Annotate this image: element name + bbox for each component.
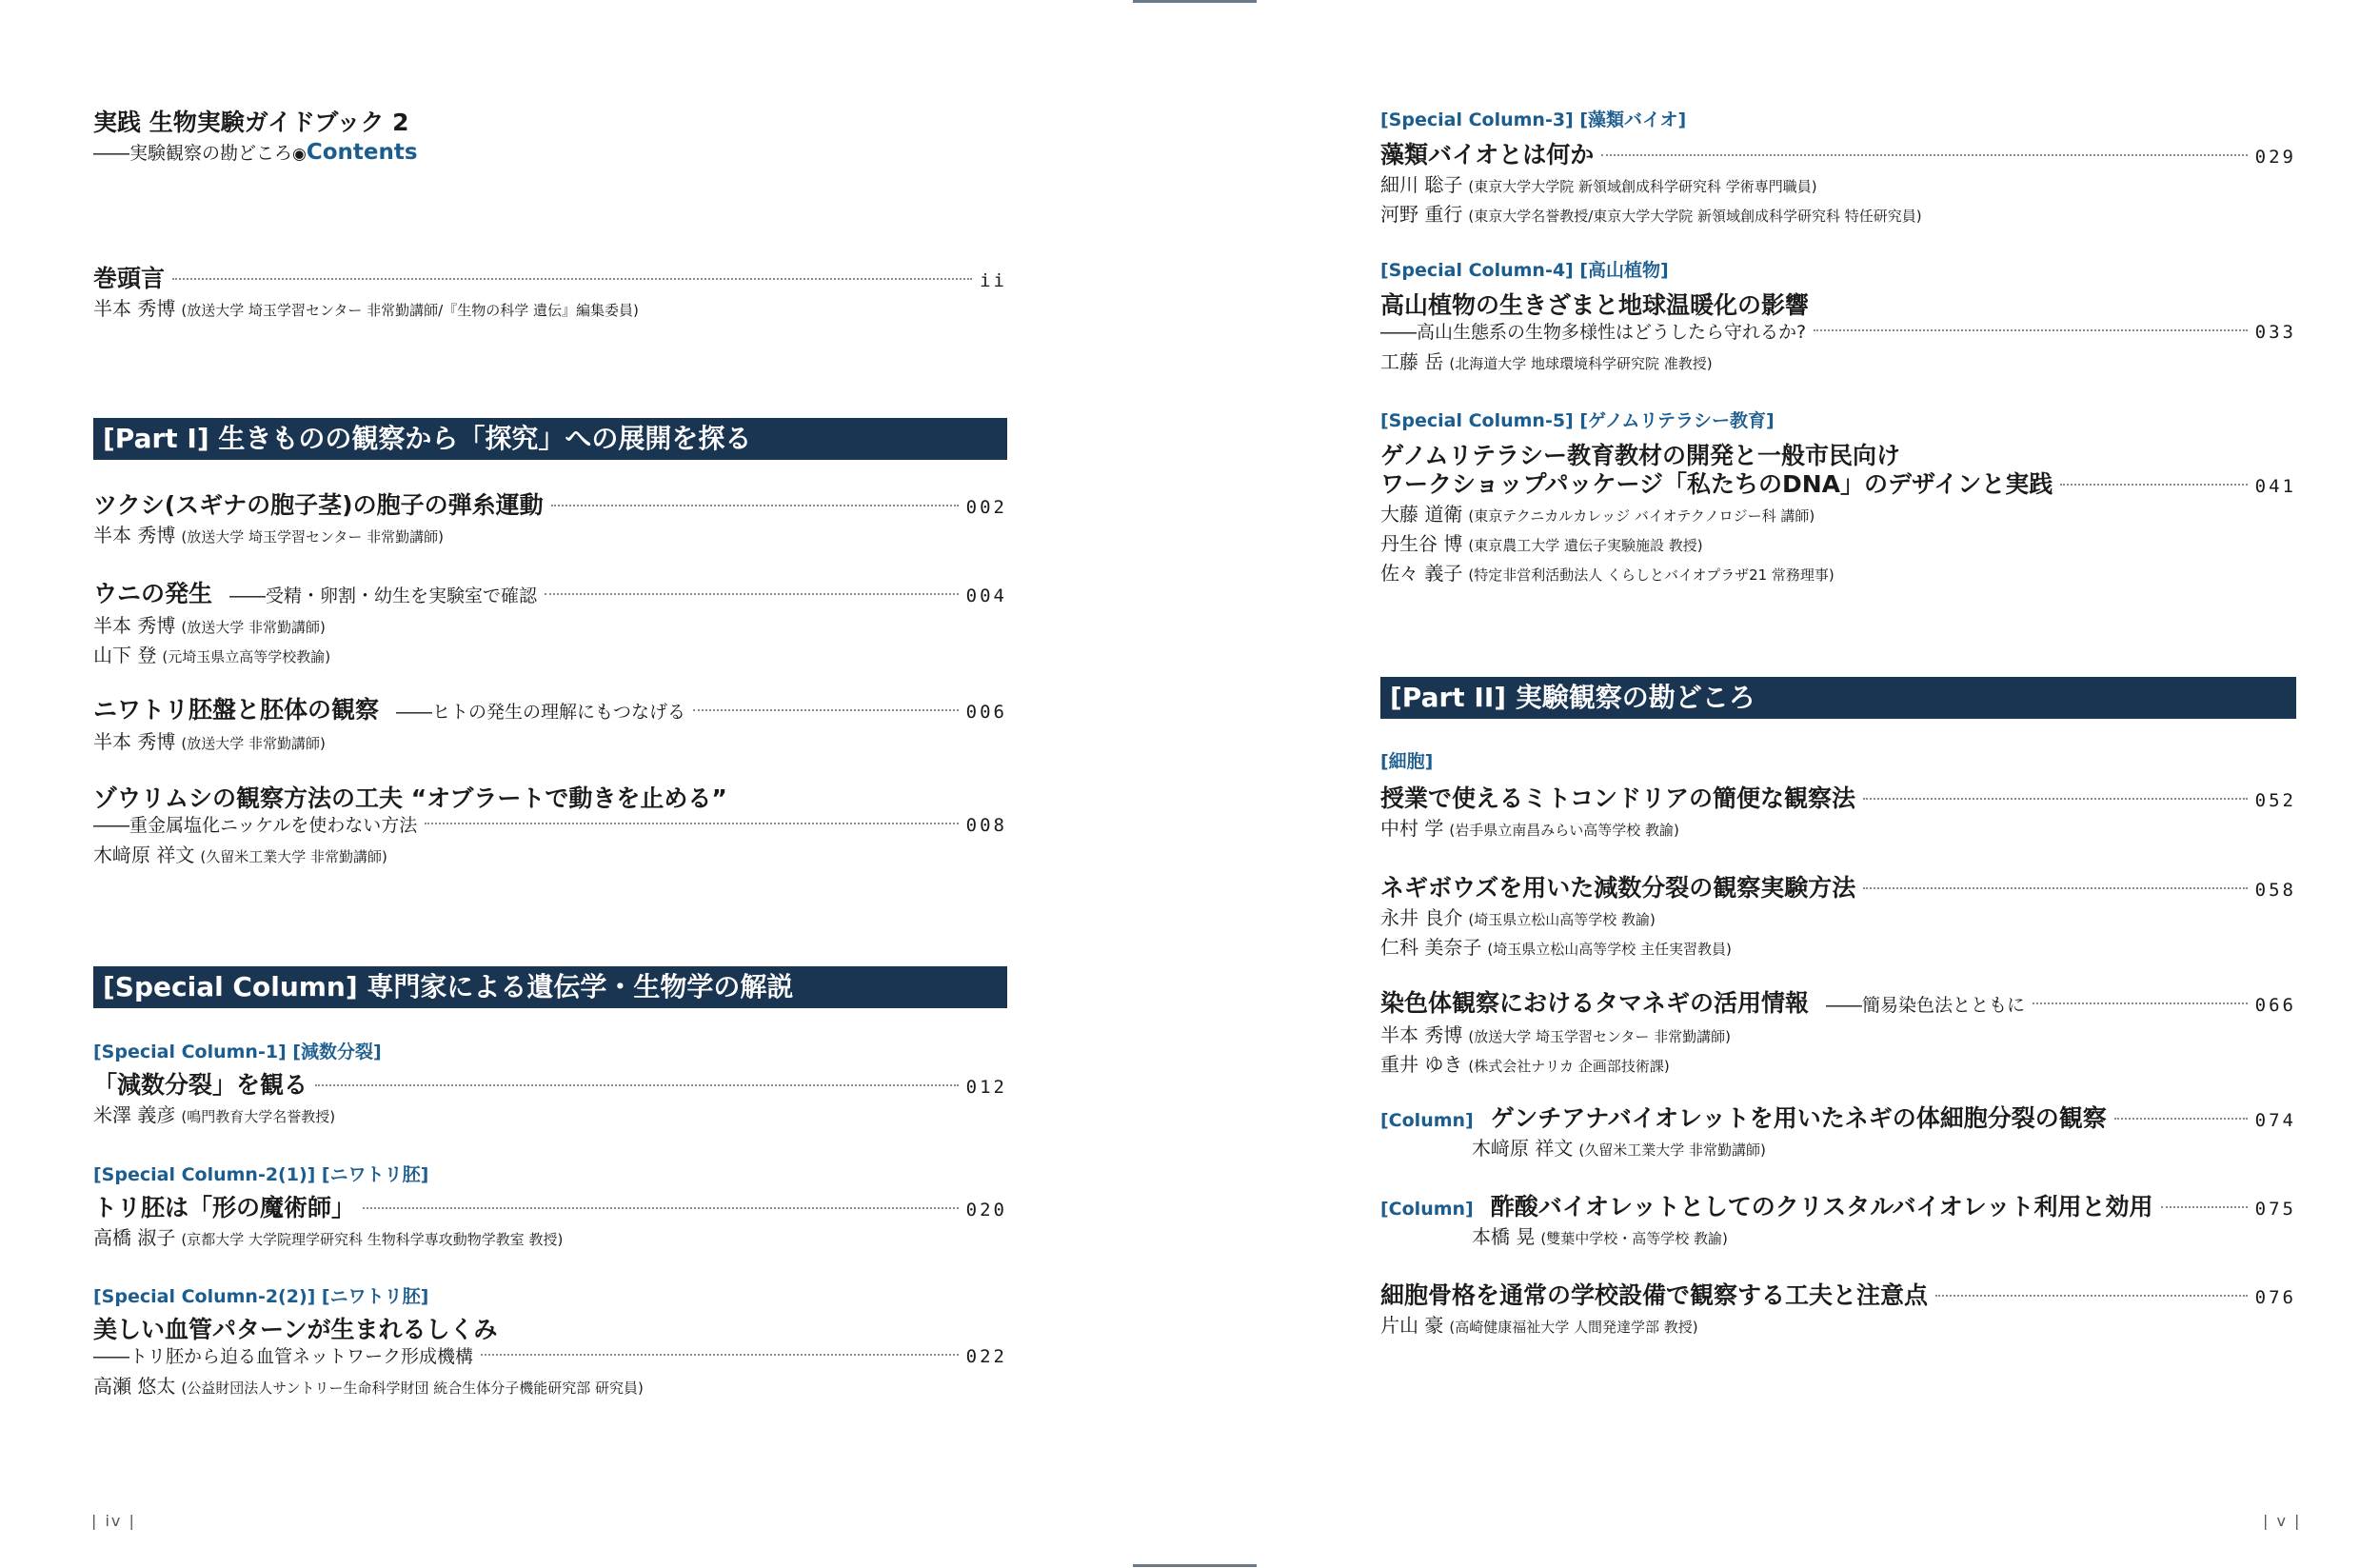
- author-affiliation: (特定非営利活動法人 くらしとバイオプラザ21 常務理事): [1468, 566, 1835, 584]
- author-line: [1380, 1312, 2296, 1341]
- top-crop-mark: [1133, 0, 1257, 3]
- author-affiliation: (久留米工業大学 非常勤講師): [200, 848, 387, 865]
- author-line: [1380, 171, 2296, 201]
- special-column-label: [Special Column-5] [ゲノムリテラシー教育]: [1380, 410, 1775, 431]
- page-number: 076: [2254, 1287, 2296, 1308]
- entry-inline-subtitle: ――簡易染色法とともに: [1826, 995, 2026, 1016]
- author-affiliation: (株式会社ナリカ 企画部技術課): [1468, 1058, 1670, 1075]
- author-line: [1380, 1135, 2296, 1164]
- entry-inline-subtitle: ――受精・卵割・幼生を実験室で確認: [229, 586, 538, 606]
- author-name: 佐々 義子: [1380, 562, 1463, 585]
- author-name: 丹生谷 博: [1380, 532, 1463, 555]
- author-line: [93, 1373, 1007, 1402]
- entry-title: 高山植物の生きざまと地球温暖化の影響: [1380, 291, 1810, 319]
- author-line: [93, 642, 1007, 671]
- author-line: [93, 612, 1007, 642]
- special-column-label: [Special Column-2(2)] [ニワトリ胚]: [93, 1286, 429, 1307]
- author-affiliation: (東京大学名誉教授/東京大学大学院 新領域創成科学研究科 特任研究員): [1468, 208, 1922, 225]
- title-text: ニワトリ胚盤と胚体の観察: [93, 696, 380, 724]
- author-name: 片山 豪: [1380, 1314, 1444, 1337]
- toc-entry[interactable]: [1380, 874, 2296, 963]
- page-number-left: | iv |: [91, 1512, 136, 1530]
- leader-dots: [2161, 1206, 2248, 1208]
- bottom-crop-mark: [1133, 1564, 1257, 1567]
- entry-title: ゲンチアナバイオレットを用いたネギの体細胞分裂の観察: [1490, 1104, 2107, 1132]
- page-number: 012: [965, 1077, 1007, 1098]
- leader-dots: [315, 1084, 959, 1086]
- author-name: 半本 秀博: [93, 730, 176, 753]
- author-affiliation: (放送大学 埼玉学習センター 非常勤講師/『生物の科学 遺伝』編集委員): [181, 302, 639, 319]
- author-line: [93, 522, 1007, 551]
- toc-entry[interactable]: [1380, 291, 2296, 378]
- book-title: 実践 生物実験ガイドブック 2: [93, 109, 409, 136]
- entry-title: ネギボウズを用いた減数分裂の観察実験方法: [1380, 874, 1856, 902]
- author-name: 半本 秀博: [93, 614, 176, 637]
- special-column-label: [Special Column-1] [減数分裂]: [93, 1042, 382, 1062]
- page-number: 033: [2254, 322, 2296, 343]
- special-column-label: [Special Column-2(1)] [ニワトリ胚]: [93, 1164, 429, 1185]
- leader-dots: [425, 823, 958, 824]
- page-number: 052: [2254, 790, 2296, 811]
- toc-entry[interactable]: [1380, 442, 2296, 589]
- book-subtitle: [93, 139, 418, 168]
- leader-dots: [1935, 1295, 2248, 1297]
- author-line: [93, 1224, 1007, 1254]
- toc-entry[interactable]: [1380, 1104, 2296, 1164]
- page-number: 029: [2254, 147, 2296, 168]
- author-name: 仁科 美奈子: [1380, 936, 1482, 959]
- group-label: [細胞]: [1380, 751, 1434, 772]
- page-number: 066: [2254, 995, 2296, 1016]
- author-line: [1380, 560, 2296, 589]
- entry-title: 酢酸バイオレットとしてのクリスタルバイオレット利用と効用: [1490, 1193, 2153, 1221]
- author-name: 米澤 義彦: [93, 1103, 176, 1126]
- page-number: 074: [2254, 1110, 2296, 1131]
- leader-dots: [1601, 154, 2247, 156]
- entry-subtitle: ――トリ胚から迫る血管ネットワーク形成機構: [93, 1346, 474, 1367]
- leader-dots: [172, 278, 972, 280]
- author-name: 木﨑原 祥文: [1472, 1137, 1574, 1160]
- author-name: 半本 秀博: [93, 297, 176, 320]
- author-line: [1380, 530, 2296, 560]
- entry-title: トリ胚は「形の魔術師」: [93, 1194, 356, 1221]
- entry-title: 藻類バイオとは何か: [1380, 141, 1595, 169]
- author-name: 半本 秀博: [93, 524, 176, 546]
- page-number-right: | v |: [2263, 1512, 2302, 1530]
- toc-entry[interactable]: [93, 580, 1007, 671]
- special-column-label: [Special Column-3] [藻類バイオ]: [1380, 109, 1687, 130]
- special-column-section-bar: [Special Column] 専門家による遺伝学・生物学の解説: [93, 966, 1007, 1008]
- author-affiliation: (放送大学 非常勤講師): [181, 735, 326, 752]
- entry-title: 巻頭言: [93, 265, 166, 292]
- author-affiliation: (久留米工業大学 非常勤講師): [1578, 1141, 1766, 1159]
- entry-title: ゲノムリテラシー教育教材の開発と一般市民向け: [1380, 442, 1901, 469]
- author-line: [1380, 1022, 2296, 1051]
- author-line: [93, 728, 1007, 758]
- leader-dots: [2114, 1118, 2248, 1120]
- toc-entry[interactable]: [93, 696, 1007, 758]
- leader-dots: [1814, 329, 2248, 331]
- column-label: [Column]: [1380, 1199, 1474, 1220]
- entry-inline-subtitle: ――ヒトの発生の理解にもつなげる: [396, 702, 686, 723]
- entry-subtitle: ――重金属塩化ニッケルを使わない方法: [93, 815, 418, 836]
- leader-dots: [693, 709, 959, 711]
- leader-dots: [551, 505, 959, 506]
- toc-entry[interactable]: [1380, 989, 2296, 1081]
- toc-entry[interactable]: [93, 491, 1007, 551]
- author-affiliation: (埼玉県立松山高等学校 教諭): [1468, 911, 1656, 928]
- toc-entry[interactable]: [1380, 784, 2296, 844]
- author-line: [1380, 1051, 2296, 1081]
- entry-title: [1380, 989, 2025, 1020]
- author-name: 大藤 道衛: [1380, 503, 1463, 526]
- author-name: 本橋 晃: [1472, 1225, 1536, 1248]
- author-affiliation: (北海道大学 地球環境科学研究院 准教授): [1449, 355, 1713, 372]
- leader-dots: [1863, 798, 2248, 800]
- author-affiliation: (公益財団法人サントリー生命科学財団 統合生体分子機能研究部 研究員): [181, 1379, 644, 1397]
- author-name: 高瀬 悠太: [93, 1375, 176, 1398]
- page-number: 006: [965, 702, 1007, 723]
- author-line: [1380, 201, 2296, 230]
- toc-entry[interactable]: [1380, 141, 2296, 230]
- author-line: [93, 842, 1007, 871]
- author-name: 半本 秀博: [1380, 1023, 1463, 1046]
- leader-dots: [363, 1207, 959, 1209]
- part1-section-bar: [Part I] 生きものの観察から「探究」への展開を探る: [93, 418, 1007, 460]
- page-number: 020: [965, 1200, 1007, 1221]
- leader-dots: [2033, 1002, 2248, 1004]
- entry-title: [93, 696, 685, 726]
- author-line: [1380, 501, 2296, 530]
- author-affiliation: (東京大学大学院 新領域創成科学研究科 学術専門職員): [1468, 178, 1817, 195]
- special-column-label: [Special Column-4] [高山植物]: [1380, 260, 1669, 281]
- title-text: ウニの発生: [93, 580, 213, 607]
- author-name: 河野 重行: [1380, 203, 1463, 226]
- bullet-icon: ◉: [292, 145, 307, 164]
- author-affiliation: (放送大学 非常勤講師): [181, 619, 326, 636]
- author-affiliation: (放送大学 埼玉学習センター 非常勤講師): [1468, 1028, 1732, 1045]
- contents-label: Contents: [306, 140, 418, 165]
- page-number: 008: [965, 815, 1007, 836]
- author-affiliation: (埼玉県立松山高等学校 主任実習教員): [1487, 941, 1732, 958]
- author-affiliation: (高崎健康福祉大学 人間発達学部 教授): [1449, 1319, 1698, 1336]
- author-name: 細川 聡子: [1380, 173, 1463, 196]
- page-number: 004: [965, 586, 1007, 606]
- author-line: [1380, 815, 2296, 844]
- author-affiliation: (雙葉中学校・高等学校 教諭): [1540, 1230, 1728, 1247]
- author-name: 木﨑原 祥文: [93, 844, 195, 866]
- subtitle-prefix: ――実験観察の勘どころ: [93, 143, 293, 164]
- author-line: [1380, 904, 2296, 934]
- entry-title: 細胞骨格を通常の学校設備で観察する工夫と注意点: [1380, 1281, 1929, 1309]
- entry-title: ツクシ(スギナの胞子茎)の胞子の弾糸運動: [93, 491, 544, 519]
- entry-title: 美しい血管パターンが生まれるしくみ: [93, 1316, 498, 1343]
- author-affiliation: (元埼玉県立高等学校教諭): [162, 648, 331, 665]
- entry-subtitle: ――高山生態系の生物多様性はどうしたら守れるか?: [1380, 322, 1807, 343]
- entry-title: 「減数分裂」を観る: [93, 1071, 308, 1099]
- toc-entry[interactable]: [1380, 1281, 2296, 1341]
- page-number: 041: [2254, 476, 2296, 497]
- author-affiliation: (鳴門教育大学名誉教授): [181, 1108, 336, 1125]
- leader-dots: [2060, 484, 2247, 486]
- entry-title: 授業で使えるミトコンドリアの簡便な観察法: [1380, 784, 1856, 812]
- leader-dots: [481, 1354, 959, 1356]
- author-line: [1380, 934, 2296, 963]
- author-line: [1380, 1223, 2296, 1253]
- toc-entry[interactable]: [93, 1071, 1007, 1131]
- page-number: 058: [2254, 880, 2296, 901]
- leader-dots: [545, 593, 959, 595]
- author-line: [93, 1102, 1007, 1131]
- toc-entry[interactable]: [93, 1194, 1007, 1254]
- toc-entry[interactable]: [93, 784, 1007, 871]
- leader-dots: [1863, 887, 2247, 889]
- author-affiliation: (東京農工大学 遺伝子実験施設 教授): [1468, 537, 1703, 554]
- author-name: 永井 良介: [1380, 906, 1463, 929]
- entry-title: ゾウリムシの観察方法の工夫 “オブラートで動きを止める”: [93, 784, 727, 812]
- author-name: 高橋 淑子: [93, 1226, 176, 1249]
- column-label: [Column]: [1380, 1110, 1474, 1131]
- author-name: 工藤 岳: [1380, 350, 1444, 373]
- author-name: 重井 ゆき: [1380, 1053, 1463, 1076]
- author-affiliation: (放送大学 埼玉学習センター 非常勤講師): [181, 528, 445, 546]
- author-name: 山下 登: [93, 644, 157, 666]
- author-name: 中村 学: [1380, 817, 1444, 840]
- author-line: [1380, 348, 2296, 378]
- toc-entry[interactable]: [93, 1316, 1007, 1402]
- author-line: [93, 295, 1007, 325]
- part2-section-bar: [Part II] 実験観察の勘どころ: [1380, 677, 2296, 719]
- entry-title-line2: ワークショップパッケージ「私たちのDNA」のデザインと実践: [1380, 470, 2053, 498]
- page-number: 002: [965, 497, 1007, 518]
- author-affiliation: (岩手県立南昌みらい高等学校 教諭): [1449, 822, 1679, 839]
- entry-title: [93, 580, 537, 610]
- page-number: ii: [980, 270, 1007, 291]
- page-number: 075: [2254, 1199, 2296, 1220]
- author-affiliation: (東京テクニカルカレッジ バイオテクノロジー科 講師): [1468, 507, 1815, 525]
- page-number: 022: [965, 1346, 1007, 1367]
- foreword-entry[interactable]: [93, 265, 1007, 325]
- title-text: 染色体観察におけるタマネギの活用情報: [1380, 989, 1810, 1017]
- toc-entry[interactable]: [1380, 1193, 2296, 1253]
- author-affiliation: (京都大学 大学院理学研究科 生物科学専攻動物学教室 教授): [181, 1231, 564, 1248]
